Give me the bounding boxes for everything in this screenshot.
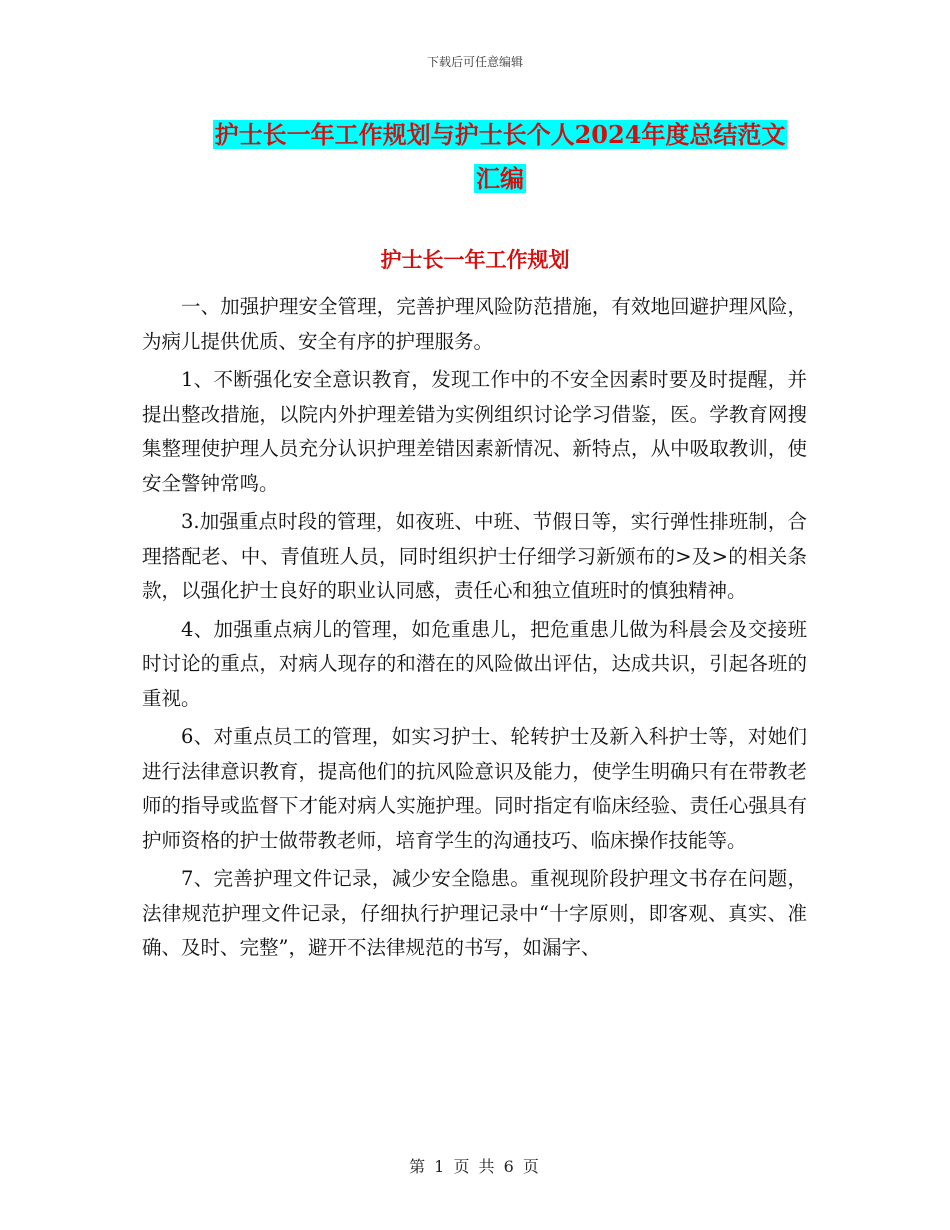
paragraph-6: 7、完善护理文件记录，减少安全隐患。重视现阶段护理文书存在问题，法律规范护理文件记录，仔细执行护理记录中“十字原则，即客观、真实、准确、及时、完整”，避开不法律规范的书写，如漏字、 xyxy=(142,867,807,959)
paragraph-4: 4、加强重点病儿的管理，如危重患儿，把危重患儿做为科晨会及交接班时讨论的重点，对病人现存的和潜在的风险做出评估，达成共识，引起各班的重视。 xyxy=(142,617,807,710)
document-title-line-2: 汇编 xyxy=(476,164,524,193)
paragraph-1: 一、加强护理安全管理，完善护理风险防范措施，有效地回避护理风险，为病儿提供优质、安全有序的护理服务。 xyxy=(142,295,807,353)
paragraph-5: 6、对重点员工的管理，如实习护士、轮转护士及新入科护士等，对她们进行法律意识教育，提高他们的抗风险意识及能力，使学生明确只有在带教老师的指导或监督下才能对病人实施护理。同时指定有临床经验、责任心强具有护师资格的护士做带教老师，培育学生的沟通技巧、临床操作技能等。 xyxy=(142,725,807,852)
paragraph-2: 1、不断强化安全意识教育，发现工作中的不安全因素时要及时提醒，并提出整改措施，以院内外护理差错为实例组织讨论学习借鉴，医。学教育网搜集整理使护理人员充分认识护理差错因素新情况、新特点，从中吸取教训，使安全警钟常鸣。 xyxy=(142,368,807,495)
page-footer: 第 1 页 共 6 页 xyxy=(409,1157,541,1176)
paragraph-3: 3.加强重点时段的管理，如夜班、中班、节假日等，实行弹性排班制，合理搭配老、中、青值班人员，同时组织护士仔细学习新颁布的>及>的相关条款，以强化护士良好的职业认同感，责任心和独立值班时的慎独精神。 xyxy=(142,510,807,602)
header-note: 下载后可任意编辑 xyxy=(426,55,523,69)
document-body xyxy=(142,290,807,970)
section-title: 护士长一年工作规划 xyxy=(380,247,570,272)
document-title xyxy=(140,113,860,201)
document-title-line-1: 护士长一年工作规划与护士长个人2024年度总结范文 xyxy=(214,120,786,149)
